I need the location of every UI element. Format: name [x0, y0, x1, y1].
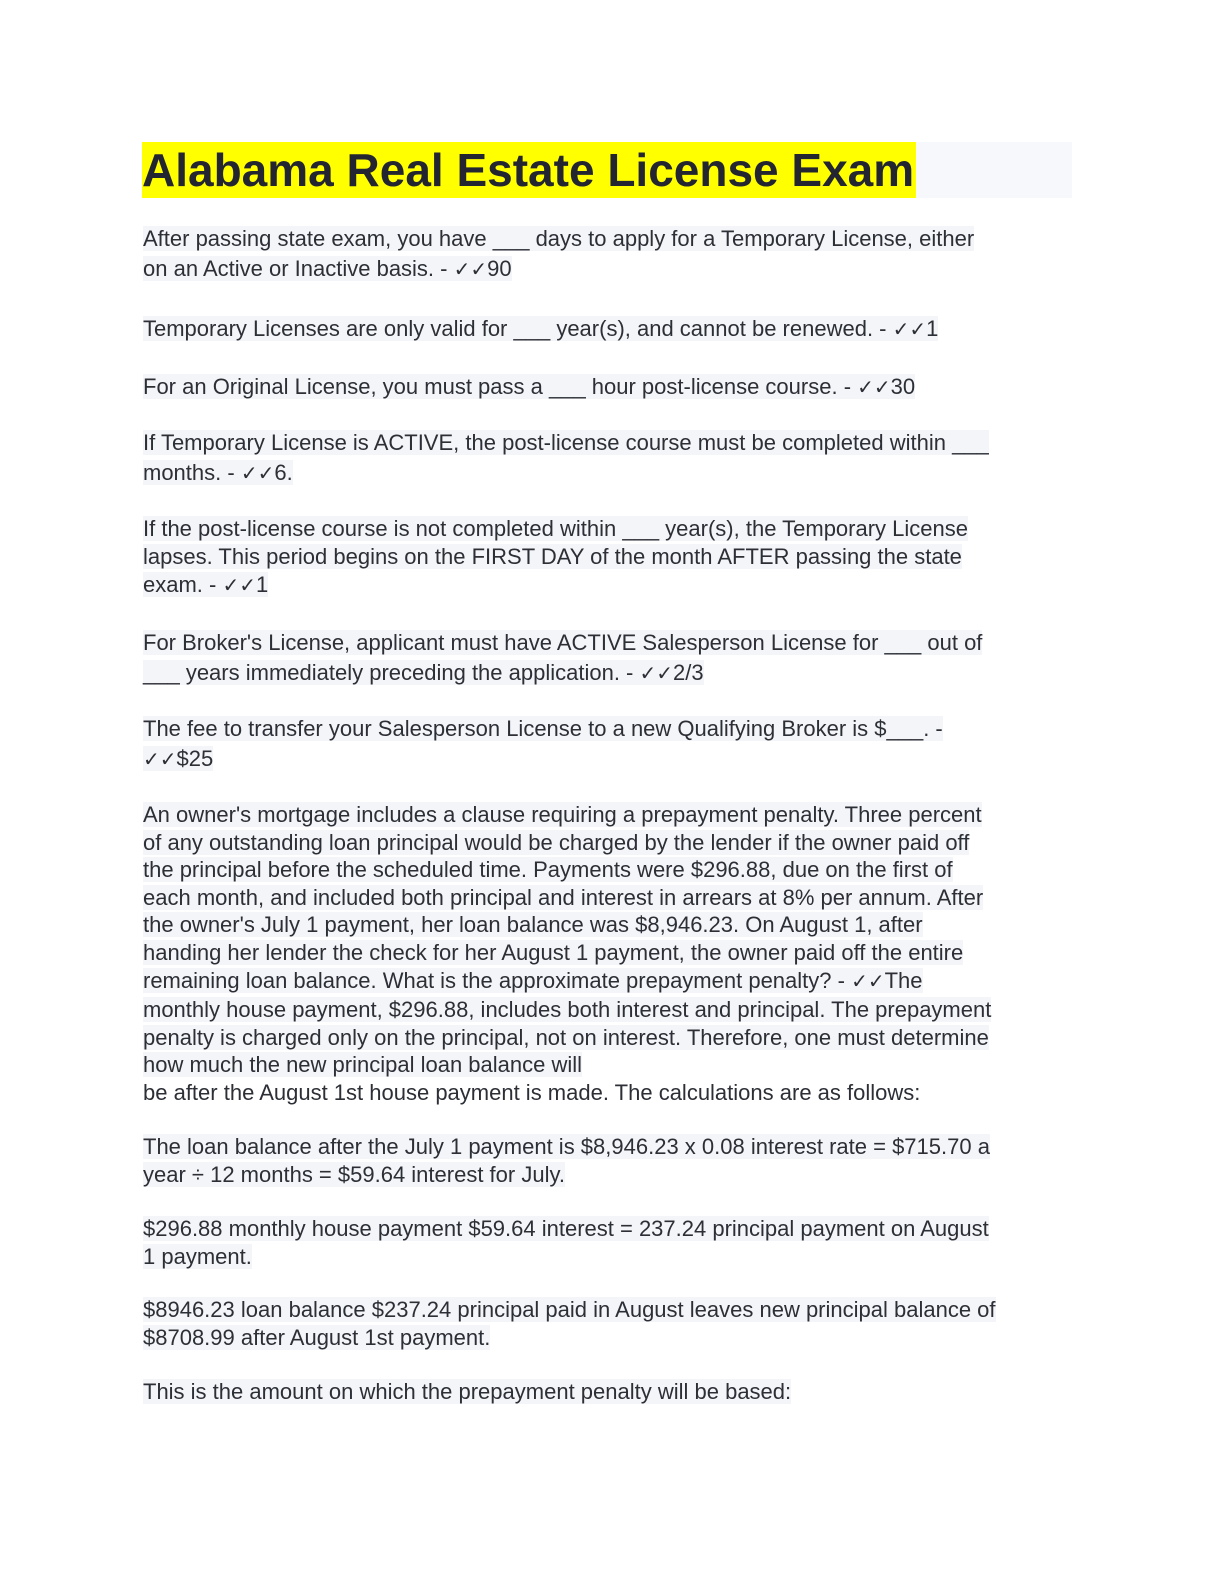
answer-text: $25 [176, 746, 214, 771]
paragraph-line: how much the new principal loan balance will [143, 1052, 583, 1077]
qa-item-3 [143, 372, 1068, 402]
paragraph-line: the principal before the scheduled time. Payments were $296.88, due on the first of [143, 857, 953, 882]
mortgage-question [143, 801, 1068, 1106]
paragraph-line: of any outstanding loan principal would be charged by the lender if the owner paid off [143, 829, 970, 855]
qa-item-1 [143, 224, 1068, 284]
question-text: After passing state exam, you have ___ days to apply for a Temporary License, either [143, 226, 975, 251]
paragraph-line: $8708.99 after August 1st payment. [143, 1324, 491, 1350]
paragraph-line: 1 payment. [143, 1243, 252, 1269]
qa-item-6 [143, 628, 1068, 688]
paragraph-line: year ÷ 12 months = $59.64 interest for July. [143, 1161, 565, 1187]
paragraph-line: each month, and included both principal and interest in arrears at 8% per annum. After [143, 884, 984, 910]
question-text: For Broker's License, applicant must have ACTIVE Salesperson License for ___ out of [143, 630, 983, 655]
paragraph-line: $8946.23 loan balance $237.24 principal paid in August leaves new principal balance of [143, 1297, 996, 1322]
paragraph-line: penalty is charged only on the principal, not on interest. Therefore, one must determine [143, 1024, 989, 1050]
answer-text: 1 [255, 572, 269, 597]
question-text: For an Original License, you must pass a ___ hour post-license course. - [143, 374, 858, 399]
calculation-1 [143, 1133, 1068, 1188]
checkmark-icon: ✓✓ [892, 317, 927, 341]
question-text: months. - [143, 460, 241, 485]
paragraph-line: monthly house payment, $296.88, includes both interest and principal. The prepayment [143, 997, 992, 1022]
checkmark-icon: ✓✓ [240, 461, 275, 485]
checkmark-icon: ✓✓ [857, 375, 891, 399]
question-text: on an Active or Inactive basis. - [143, 256, 454, 281]
checkmark-icon: ✓✓ [222, 573, 256, 597]
calculation-2 [143, 1215, 1068, 1270]
checkmark-icon: ✓✓ [639, 661, 674, 685]
answer-text: 2/3 [673, 660, 704, 685]
checkmark-icon: ✓✓ [143, 747, 177, 771]
checkmark-icon: ✓✓ [453, 257, 488, 281]
closing-line [143, 1377, 1068, 1407]
question-text: lapses. This period begins on the FIRST DAY of the month AFTER passing the state [143, 543, 962, 569]
answer-text: 30 [890, 374, 916, 399]
calculation-3 [143, 1296, 1068, 1351]
question-text: Temporary Licenses are only valid for ___ year(s), and cannot be renewed. - [143, 316, 893, 341]
document-title: Alabama Real Estate License Exam [142, 144, 915, 196]
answer-text: 90 [487, 256, 512, 281]
answer-text: 6. [274, 460, 293, 485]
paragraph-line: remaining loan balance. What is the approximate prepayment penalty? - [143, 968, 852, 993]
question-text: exam. - [143, 572, 223, 597]
answer-text: 1 [926, 316, 939, 341]
paragraph-line: This is the amount on which the prepayment penalty will be based: [143, 1379, 792, 1404]
qa-item-7 [143, 714, 1068, 774]
paragraph-line: handing her lender the check for her August 1 payment, the owner paid off the entire [143, 939, 964, 965]
checkmark-icon: ✓✓ [851, 969, 885, 993]
question-text: If Temporary License is ACTIVE, the post-license course must be completed within ___ [143, 430, 989, 455]
question-text: If the post-license course is not completed within ___ year(s), the Temporary License [143, 516, 968, 541]
answer-text: The [884, 968, 923, 993]
qa-item-4 [143, 428, 1068, 488]
question-text: ___ years immediately preceding the application. - [143, 660, 640, 685]
paragraph-line: be after the August 1st house payment is made. The calculations are as follows: [143, 1079, 921, 1105]
question-text: The fee to transfer your Salesperson License to a new Qualifying Broker is $___. - [143, 716, 943, 741]
paragraph-line: The loan balance after the July 1 payment is $8,946.23 x 0.08 interest rate = $715.70 a [143, 1134, 990, 1159]
qa-item-5 [143, 515, 1068, 600]
qa-item-2 [143, 314, 1068, 344]
paragraph-line: $296.88 monthly house payment $59.64 interest = 237.24 principal payment on August [143, 1216, 989, 1241]
paragraph-line: the owner's July 1 payment, her loan balance was $8,946.23. On August 1, after [143, 912, 923, 937]
paragraph-line: An owner's mortgage includes a clause requiring a prepayment penalty. Three percent [143, 802, 982, 827]
